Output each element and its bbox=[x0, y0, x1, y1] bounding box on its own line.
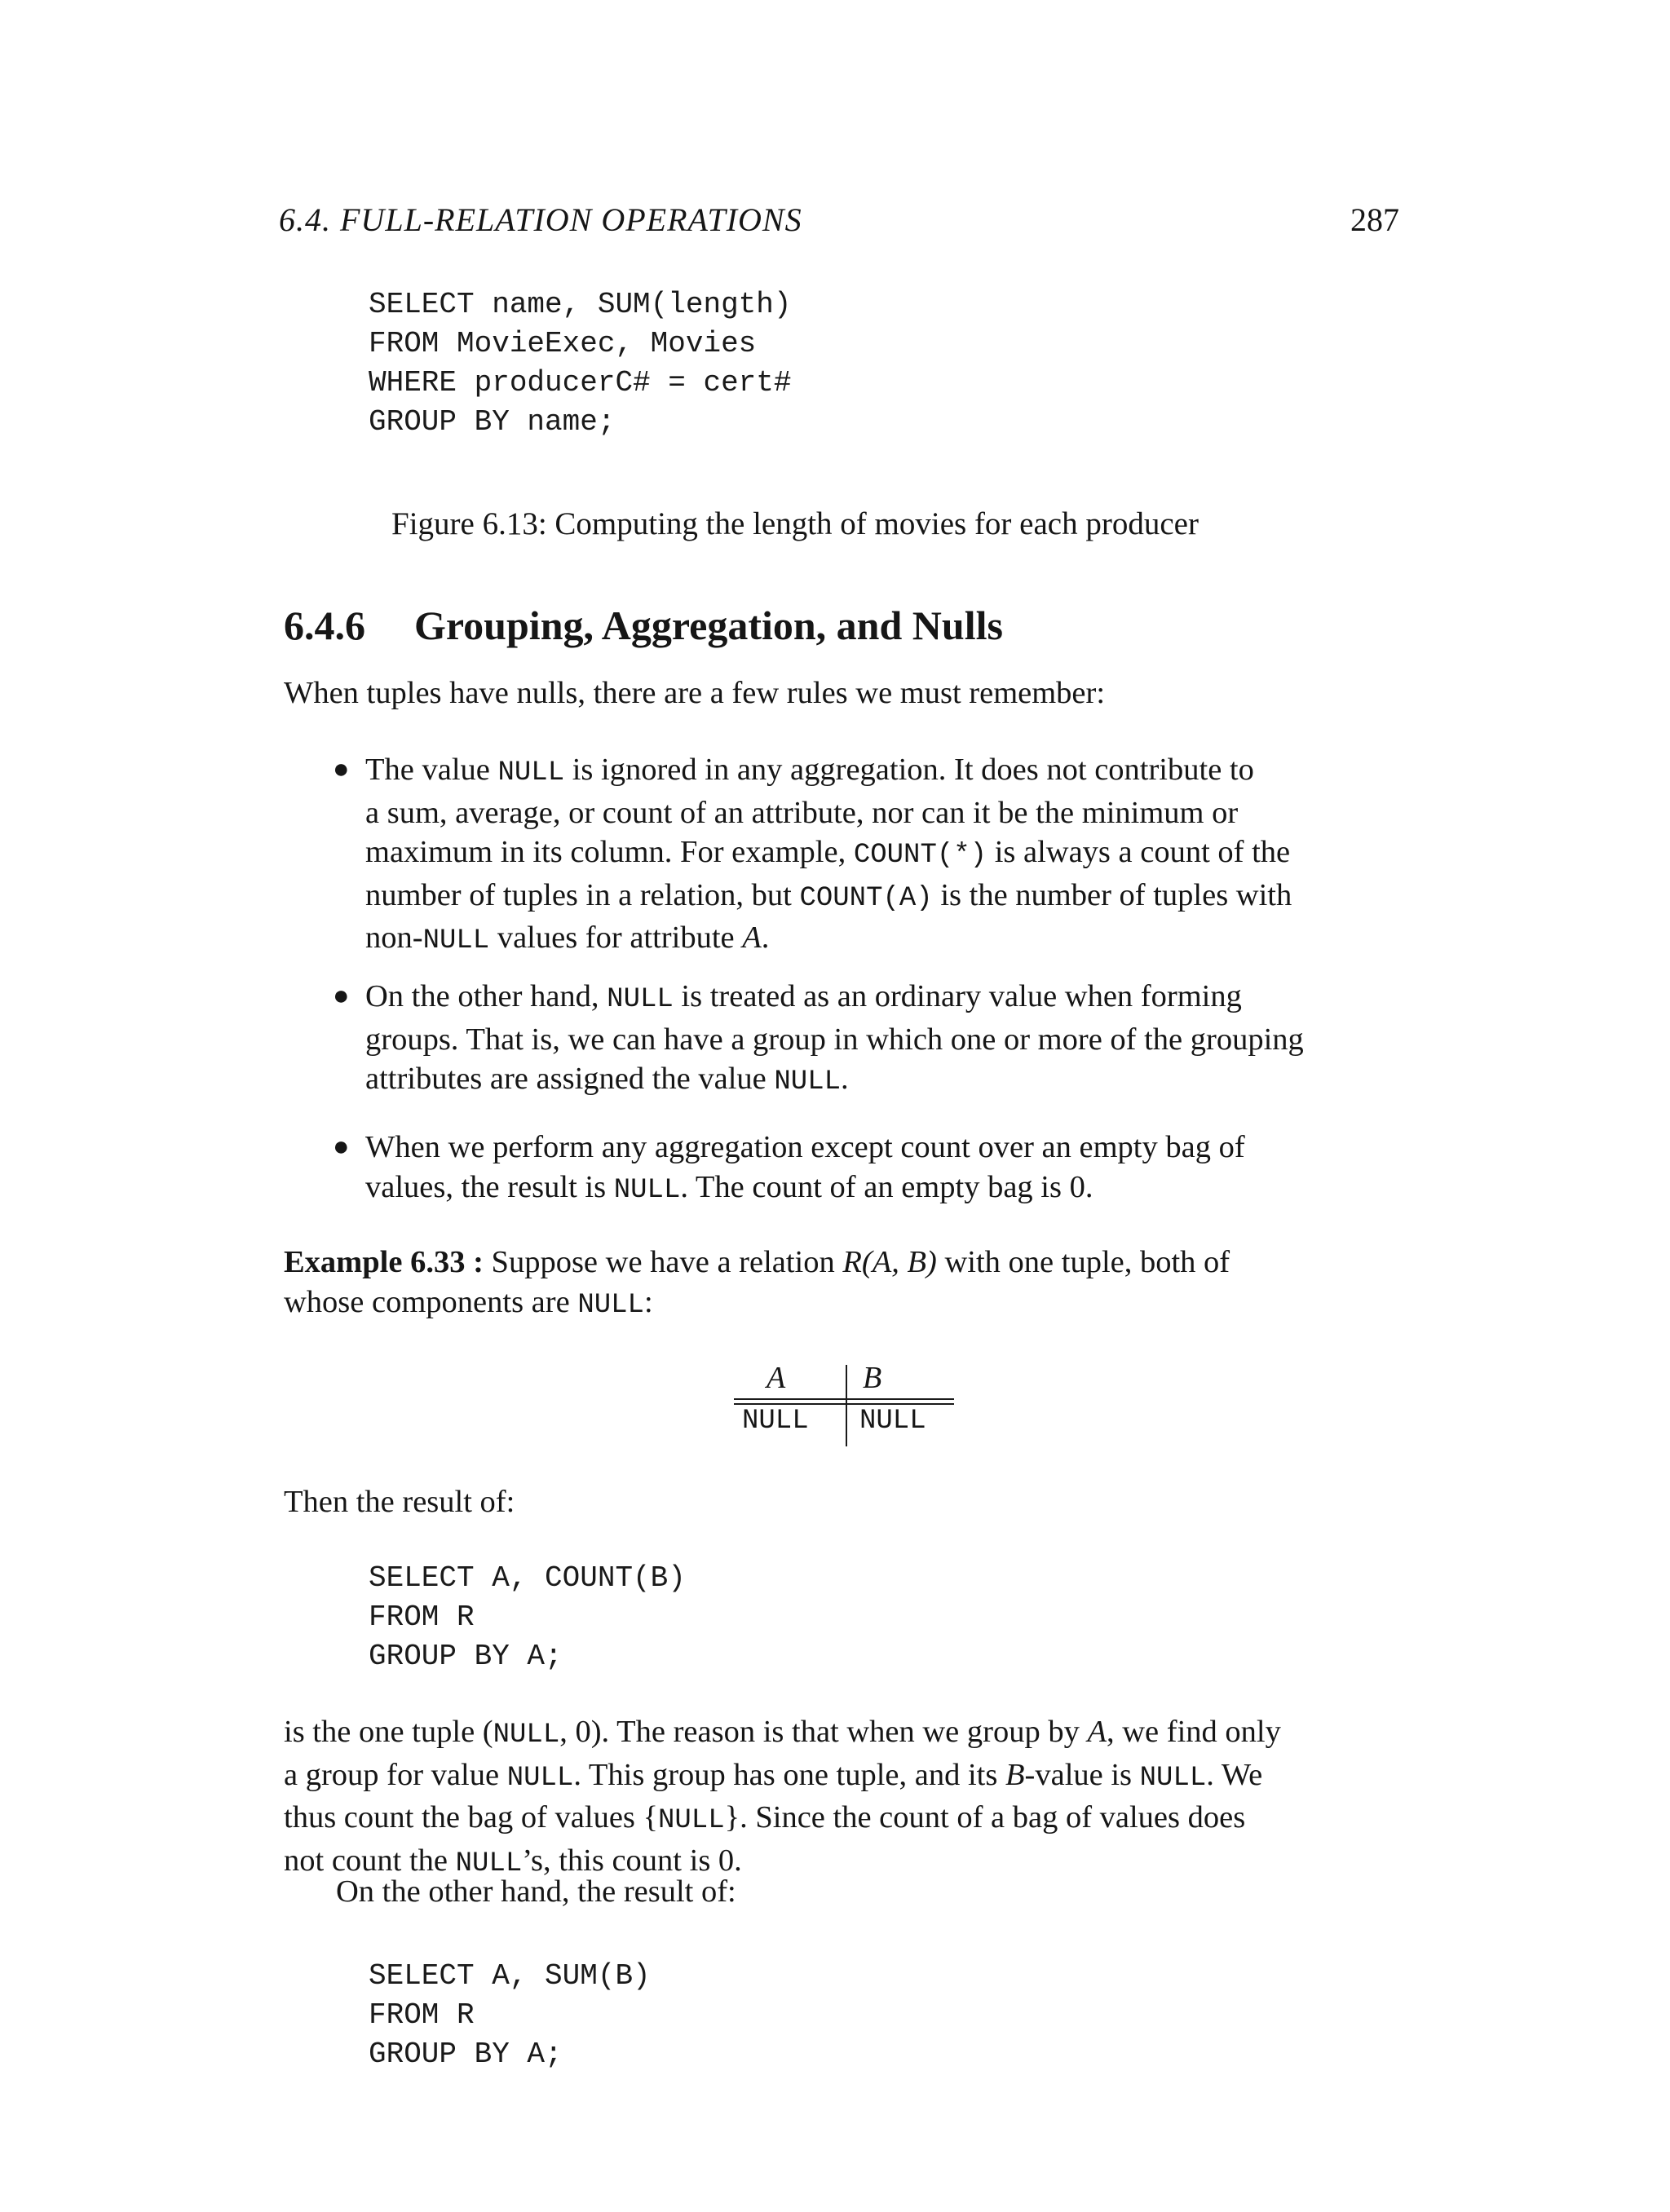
column-header-a: A bbox=[767, 1361, 786, 1395]
bullet-item-null-ignored bbox=[365, 750, 1403, 961]
text-line: On the other hand, NULL is treated as an ordinary value when forming bbox=[365, 979, 1242, 1015]
query-count-code-block: SELECT A, COUNT(B) FROM R GROUP BY A; bbox=[369, 1561, 686, 1673]
bullet-item-empty-bag bbox=[365, 1128, 1403, 1210]
text-line: When we perform any aggregation except count over an empty bag of bbox=[365, 1130, 1245, 1164]
bullet-item-null-grouping bbox=[365, 977, 1403, 1102]
column-header-b: B bbox=[863, 1361, 882, 1395]
bullet-marker: ● bbox=[333, 981, 350, 1011]
text-line: number of tuples in a relation, but COUNT(A) is the number of tuples with bbox=[365, 877, 1292, 914]
section-number: 6.4.6 bbox=[284, 603, 365, 648]
text-line: not count the NULL’s, this count is 0. bbox=[284, 1843, 742, 1879]
text-line: a group for value NULL. This group has one tuple, and its B-value is NULL. We bbox=[284, 1757, 1263, 1794]
other-hand-text: On the other hand, the result of: bbox=[336, 1874, 736, 1909]
figure-code-block: SELECT name, SUM(length) FROM MovieExec, Movies WHERE producerC# = cert# GROUP BY name; bbox=[369, 288, 792, 439]
explanation-paragraph bbox=[284, 1712, 1403, 1883]
intro-paragraph: When tuples have nulls, there are a few rules we must remember: bbox=[284, 676, 1106, 710]
section-heading bbox=[284, 602, 1003, 649]
text-line: The value NULL is ignored in any aggregation. It does not contribute to bbox=[365, 753, 1254, 788]
header-rule-bottom bbox=[734, 1403, 954, 1405]
text-line: is the one tuple (NULL, 0). The reason is that when we group by A, we find only bbox=[284, 1715, 1281, 1751]
bullet-marker: ● bbox=[333, 1132, 350, 1162]
text-line: attributes are assigned the value NULL. bbox=[365, 1062, 849, 1097]
text-line: a sum, average, or count of an attribute, nor can it be the minimum or bbox=[365, 795, 1239, 830]
example-paragraph bbox=[284, 1243, 1403, 1325]
query-sum-code-block: SELECT A, SUM(B) FROM R GROUP BY A; bbox=[369, 1959, 651, 2071]
then-text: Then the result of: bbox=[284, 1485, 515, 1519]
cell-a: NULL bbox=[742, 1406, 809, 1437]
header-rule-top bbox=[734, 1398, 954, 1400]
text-line: non-NULL values for attribute A. bbox=[365, 921, 770, 956]
cell-b: NULL bbox=[859, 1406, 926, 1437]
text-line: maximum in its column. For example, COUNT(*) is always a count of the bbox=[365, 835, 1291, 871]
example-label: Example 6.33 : bbox=[284, 1245, 484, 1279]
figure-caption: Figure 6.13: Computing the length of movies for each producer bbox=[391, 506, 1199, 541]
text-line: values, the result is NULL. The count of an empty bag is 0. bbox=[365, 1169, 1093, 1206]
text-line: Example 6.33 : Suppose we have a relation R(A, B) with one tuple, both of bbox=[284, 1245, 1230, 1279]
text-line: thus count the bag of values {NULL}. Since the count of a bag of values does bbox=[284, 1800, 1246, 1836]
text-line: groups. That is, we can have a group in which one or more of the grouping bbox=[365, 1022, 1304, 1057]
column-divider bbox=[846, 1365, 847, 1446]
page-number: 287 bbox=[1350, 201, 1399, 238]
text-line: whose components are NULL: bbox=[284, 1284, 653, 1321]
section-title: Grouping, Aggregation, and Nulls bbox=[414, 603, 1003, 648]
running-head: 6.4. FULL-RELATION OPERATIONS bbox=[279, 201, 802, 238]
bullet-marker: ● bbox=[333, 754, 350, 784]
